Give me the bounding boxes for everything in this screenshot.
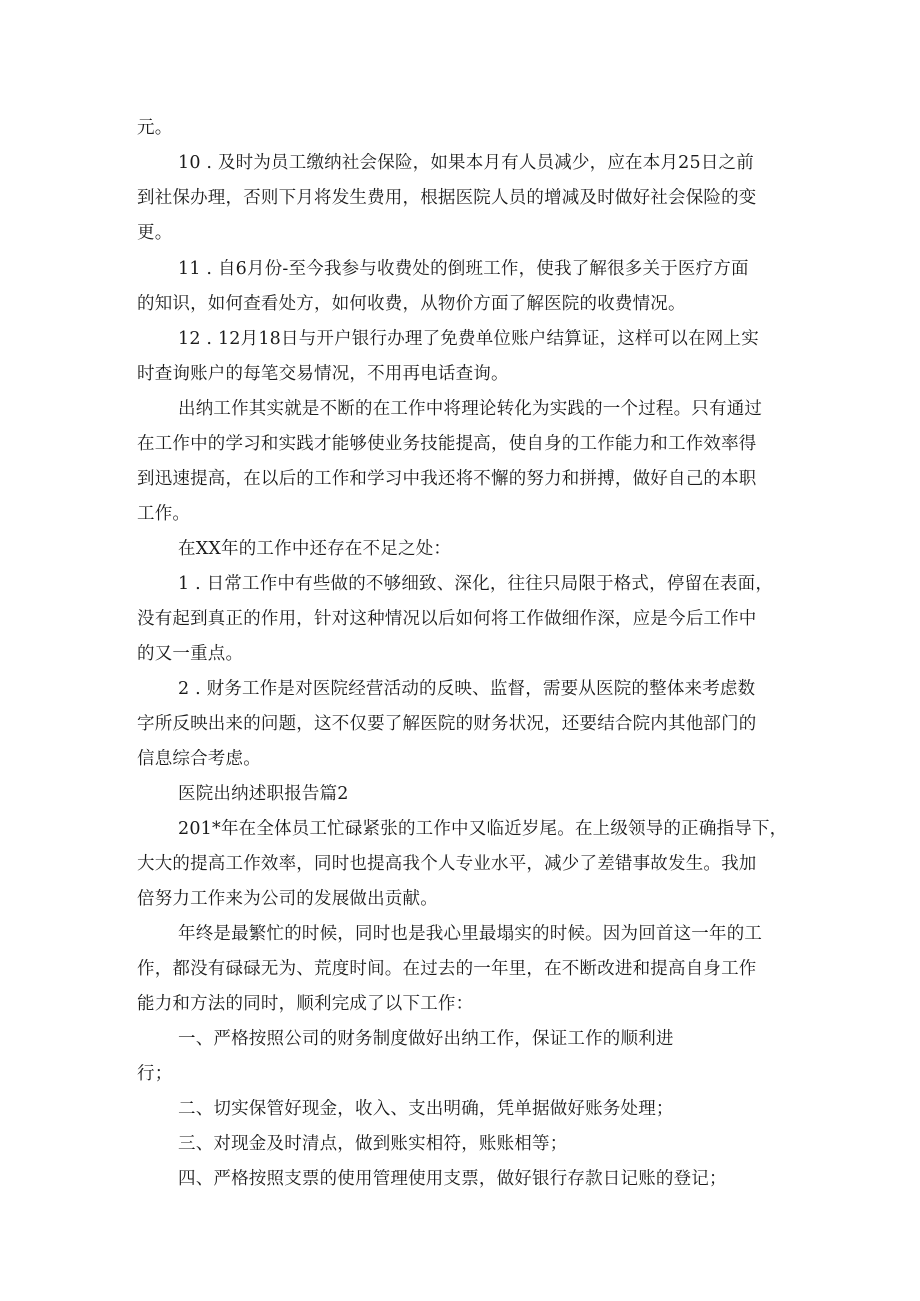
text-line: 没有起到真正的作用，针对这种情况以后如何将工作做细作深，应是今后工作中 [137, 609, 757, 629]
text-line: 在工作中的学习和实践才能够使业务技能提高，使自身的工作能力和工作效率得 [137, 434, 757, 454]
text-line: 更。 [137, 223, 173, 243]
list-item-line: 三、对现金及时清点，做到账实相符，账账相等； [178, 1134, 568, 1154]
text-line: 信息综合考虑。 [137, 749, 261, 769]
list-item-line: 一、严格按照公司的财务制度做好出纳工作，保证工作的顺利进 [178, 1029, 674, 1049]
text-line: 元。 [137, 118, 173, 138]
text-line: 到迅速提高，在以后的工作和学习中我还将不懈的努力和拼搏，做好自己的本职 [137, 469, 757, 489]
item-10-line: 10 . 及时为员工缴纳社会保险，如果本月有人员减少，应在本月25日之前 [178, 153, 754, 173]
text-line: 字所反映出来的问题，这不仅要了解医院的财务状况，还要结合院内其他部门的 [137, 714, 757, 734]
list-item-line: 二、切实保管好现金，收入、支出明确，凭单据做好账务处理； [178, 1099, 674, 1119]
item-12-line: 12 . 12月18日与开户银行办理了免费单位账户结算证，这样可以在网上实 [178, 329, 759, 349]
paragraph-line: 年终是最繁忙的时候，同时也是我心里最塌实的时候。因为回首这一年的工 [178, 924, 763, 944]
text-line: 的又一重点。 [137, 644, 244, 664]
text-line: 大大的提高工作效率，同时也提高我个人专业水平，减少了差错事故发生。我加 [137, 854, 757, 874]
text-line: 的知识，如何查看处方，如何收费，从物价方面了解医院的收费情况。 [137, 294, 686, 314]
text-line: 作，都没有碌碌无为、荒度时间。在过去的一年里，在不断改进和提高自身工作 [137, 959, 757, 979]
text-line: 时查询账户的每笔交易情况，不用再电话查询。 [137, 364, 509, 384]
item-1-line: 1 . 日常工作中有些做的不够细致、深化，往往只局限于格式，停留在表面， [178, 574, 774, 594]
text-line: 工作。 [137, 504, 191, 524]
paragraph-line: 201*年在全体员工忙碌紧张的工作中又临近岁尾。在上级领导的正确指导下， [178, 819, 788, 839]
item-2-line: 2 . 财务工作是对医院经营活动的反映、监督，需要从医院的整体来考虑数 [178, 679, 756, 699]
item-11-line: 11 . 自6月份-至今我参与收费处的倒班工作，使我了解很多关于医疗方面 [178, 259, 749, 279]
list-item-line: 四、严格按照支票的使用管理使用支票，做好银行存款日记账的登记； [178, 1169, 727, 1189]
paragraph-line: 出纳工作其实就是不断的在工作中将理论转化为实践的一个过程。只有通过 [178, 399, 763, 419]
text-line: 行； [137, 1064, 173, 1084]
text-line: 倍努力工作来为公司的发展做出贡献。 [137, 889, 438, 909]
section-heading: 医院出纳述职报告篇2 [178, 784, 349, 804]
text-line: 到社保办理，否则下月将发生费用，根据医院人员的增减及时做好社会保险的变 [137, 188, 757, 208]
paragraph-line: 在XX年的工作中还存在不足之处： [178, 539, 452, 559]
text-line: 能力和方法的同时，顺利完成了以下工作： [137, 994, 474, 1014]
